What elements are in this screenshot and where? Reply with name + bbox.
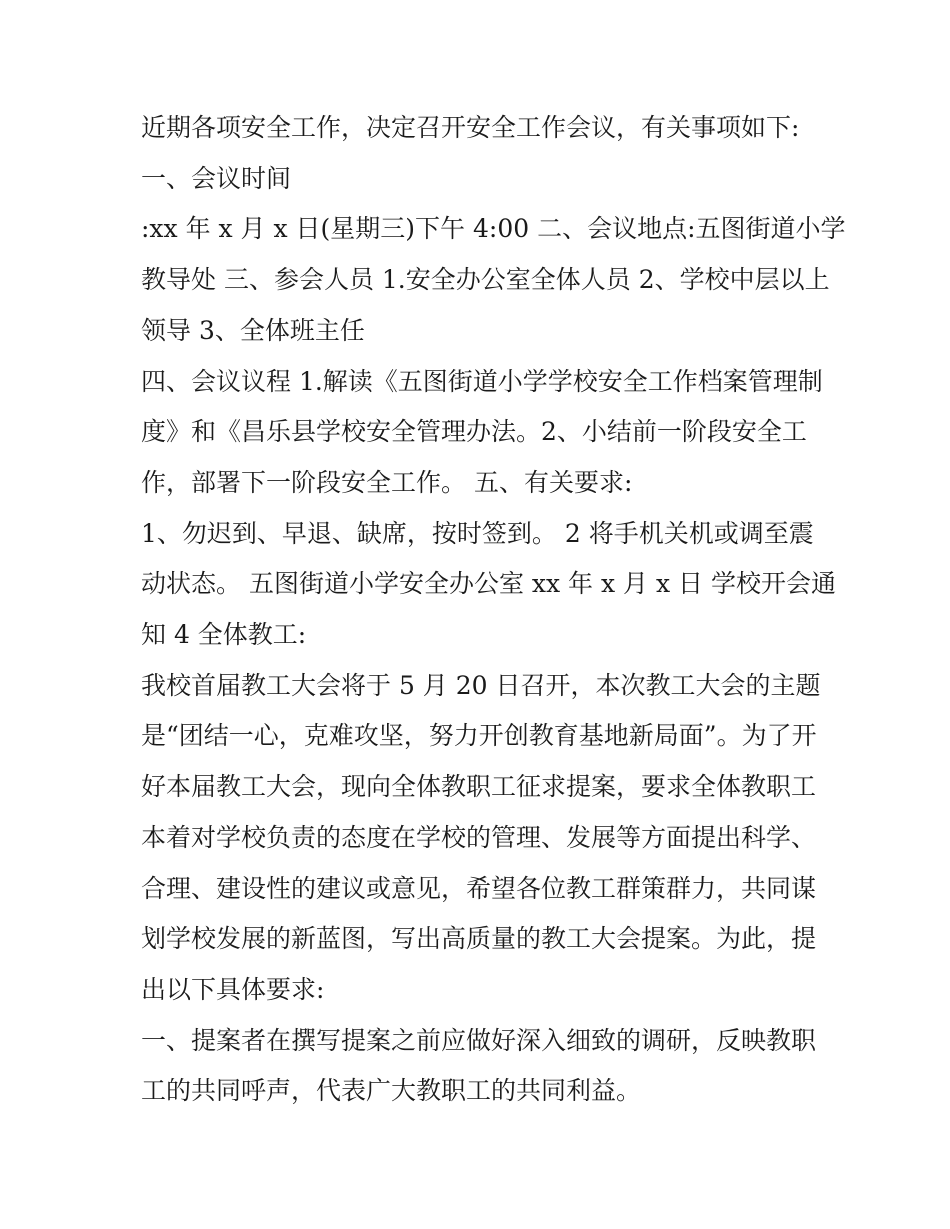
text-line: 一、提案者在撰写提案之前应做好深入细致的调研，反映教职 (141, 1025, 817, 1055)
text-line: 近期各项安全工作，决定召开安全工作会议，有关事项如下: (141, 113, 800, 142)
text-line: 作，部署下一阶段安全工作。 五、有关要求: (141, 467, 633, 497)
text-line: 出以下具体要求: (141, 974, 325, 1004)
document-body (141, 103, 846, 1117)
text-line: 领导 3、全体班主任 (141, 315, 365, 345)
text-line: 工的共同呼声，代表广大教职工的共同利益。 (141, 1076, 642, 1106)
text-line: 好本届教工大会，现向全体教职工征求提案，要求全体教职工 (141, 772, 817, 802)
text-line: :xx 年 x 月 x 日(星期三)下午 4:00 二、会议地点:五图街道小学 (141, 214, 846, 244)
text-line: 本着对学校负责的态度在学校的管理、发展等方面提出科学、 (141, 822, 817, 852)
text-line: 1、勿迟到、早退、缺席，按时签到。 2 将手机关机或调至震 (141, 518, 814, 548)
text-line: 动状态。 五图街道小学安全办公室 xx 年 x 月 x 日 学校开会通 (141, 569, 836, 599)
text-line: 知 4 全体教工: (141, 620, 307, 650)
text-line: 度》和《昌乐县学校安全管理办法。2、小结前一阶段安全工 (141, 417, 807, 447)
text-line: 四、会议议程 1.解读《五图街道小学学校安全工作档案管理制 (141, 366, 823, 396)
text-line: 划学校发展的新蓝图，写出高质量的教工大会提案。为此，提 (141, 924, 817, 954)
text-line: 合理、建设性的建议或意见，希望各位教工群策群力，共同谋 (141, 873, 817, 903)
text-line: 教导处 三、参会人员 1.安全办公室全体人员 2、学校中层以上 (141, 265, 830, 295)
text-line: 我校首届教工大会将于 5 月 20 日召开，本次教工大会的主题 (141, 670, 821, 700)
text-line: 一、会议时间 (141, 163, 292, 193)
text-line: 是“团结一心，克难攻坚，努力开创教育基地新局面”。为了开 (141, 721, 817, 751)
